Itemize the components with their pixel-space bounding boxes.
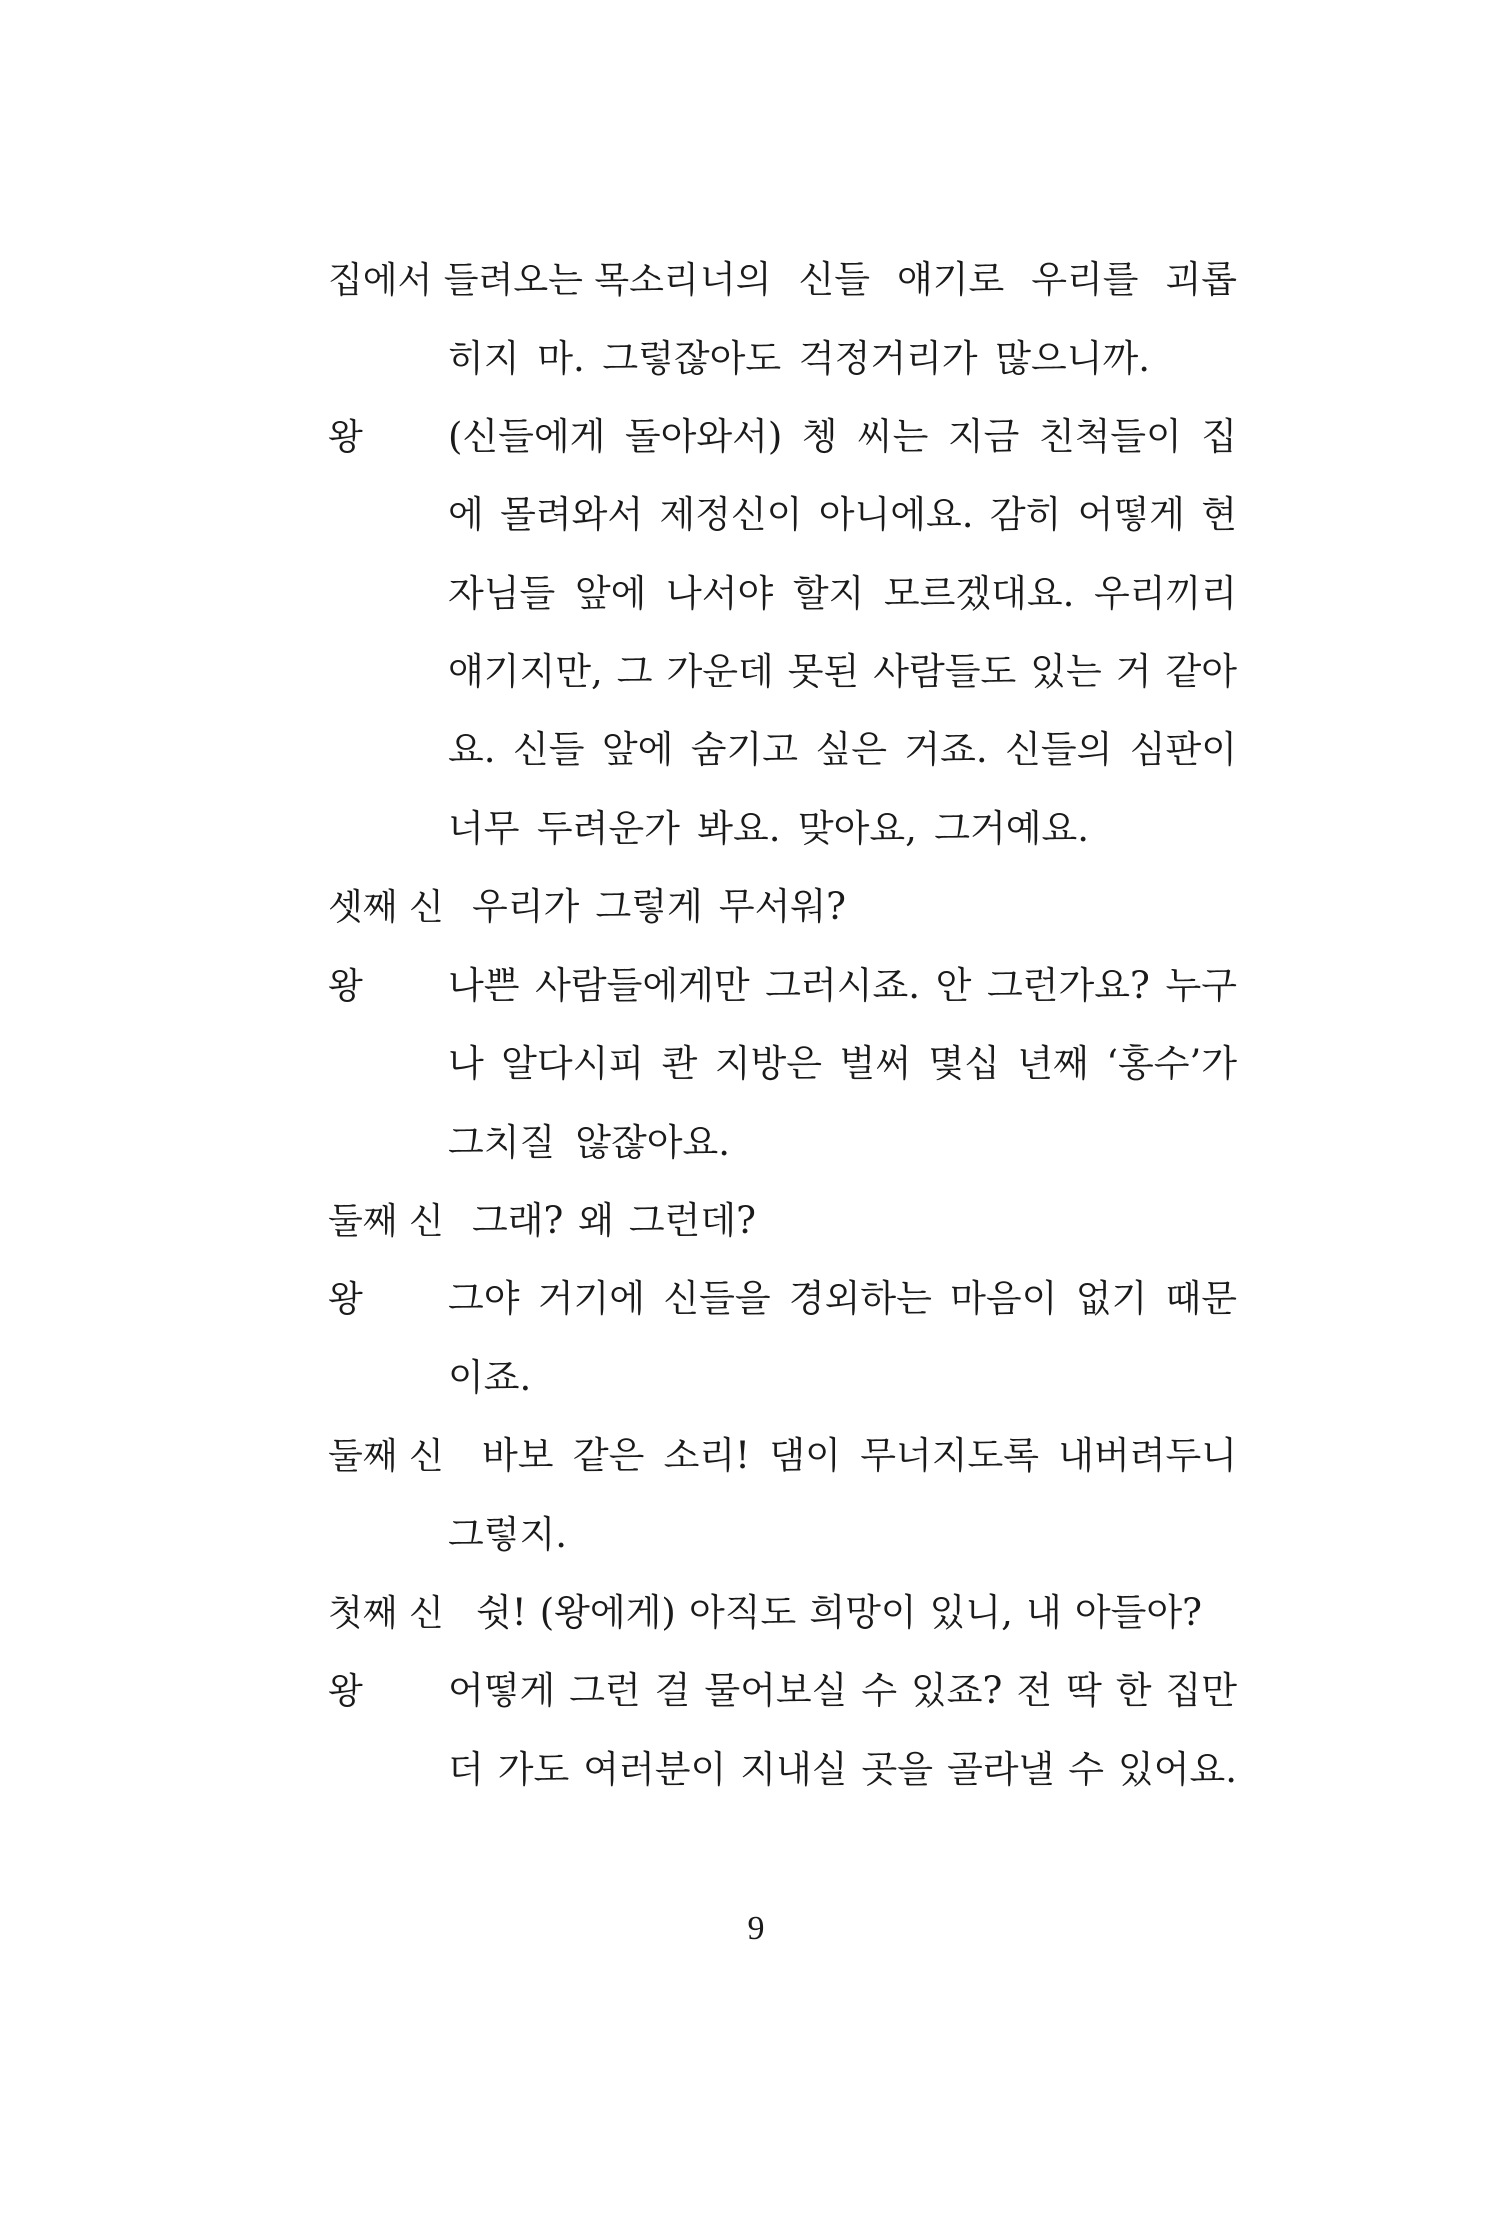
dialogue-text: 바보 같은 소리! 댐이 무너지도록 내버려두니 — [482, 1434, 1237, 1477]
dialogue-text: 얘기지만, 그 가운데 못된 사람들도 있는 거 같아 — [448, 650, 1237, 693]
speaker-label: 둘째 신 — [328, 1201, 444, 1242]
dialogue-text: 우리가 그렇게 무서워? — [472, 885, 846, 928]
dialogue-text: 요. 신들 앞에 숨기고 싶은 거죠. 신들의 심판이 — [448, 728, 1237, 771]
dialogue-text: 그렇지. — [448, 1513, 567, 1556]
dialogue-text: 에 몰려와서 제정신이 아니에요. 감히 어떻게 현 — [448, 493, 1237, 536]
speaker-label: 왕 — [328, 966, 363, 1007]
dialogue-line — [328, 1672, 363, 1710]
dialogue-text: 이죠. — [448, 1356, 532, 1399]
speaker-label: 왕 — [328, 1671, 363, 1712]
page-number: 9 — [747, 1910, 765, 1947]
dialogue-line — [328, 967, 363, 1005]
dialogue-text: 쉿! (왕에게) 아직도 희망이 있니, 내 아들아? — [476, 1591, 1202, 1634]
dialogue-line — [328, 418, 363, 456]
speaker-label: 둘째 신 — [328, 1436, 444, 1477]
dialogue-text: 히지 마. 그렇잖아도 걱정거리가 많으니까. — [448, 337, 1150, 380]
dialogue-text: 어떻게 그런 걸 물어보실 수 있죠? 전 딱 한 집만 — [448, 1669, 1237, 1712]
dialogue-line — [328, 1594, 444, 1632]
dialogue-text: 나쁜 사람들에게만 그러시죠. 안 그런가요? 누구 — [448, 964, 1237, 1007]
dialogue-text: 나 알다시피 콴 지방은 벌써 몇십 년째 ‘홍수’가 — [448, 1042, 1237, 1085]
speaker-label: 왕 — [328, 1279, 363, 1320]
dialogue-line — [328, 888, 444, 926]
dialogue-line — [328, 1437, 444, 1475]
dialogue-line — [328, 1280, 363, 1318]
dialogue-text: 그치질 않잖아요. — [448, 1121, 730, 1164]
speaker-label: 왕 — [328, 417, 363, 458]
dialogue-text: (신들에게 돌아와서) 쳉 씨는 지금 친척들이 집 — [448, 415, 1237, 458]
dialogue-text: 자님들 앞에 나서야 할지 모르겠대요. 우리끼리 — [448, 572, 1237, 615]
dialogue-text: 더 가도 여러분이 지내실 곳을 골라낼 수 있어요. — [448, 1748, 1237, 1791]
dialogue-text: 너의 신들 얘기로 우리를 괴롭 — [700, 258, 1237, 301]
speaker-label: 첫째 신 — [328, 1593, 444, 1634]
dialogue-text: 그야 거기에 신들을 경외하는 마음이 없기 때문 — [448, 1277, 1237, 1320]
dialogue-text: 그래? 왜 그런데? — [472, 1199, 756, 1242]
dialogue-line — [328, 1202, 444, 1240]
speaker-label: 셋째 신 — [328, 887, 444, 928]
dialogue-line — [328, 261, 699, 299]
dialogue-text: 너무 두려운가 봐요. 맞아요, 그거예요. — [448, 807, 1089, 850]
speaker-label: 집에서 들려오는 목소리 — [328, 260, 699, 301]
